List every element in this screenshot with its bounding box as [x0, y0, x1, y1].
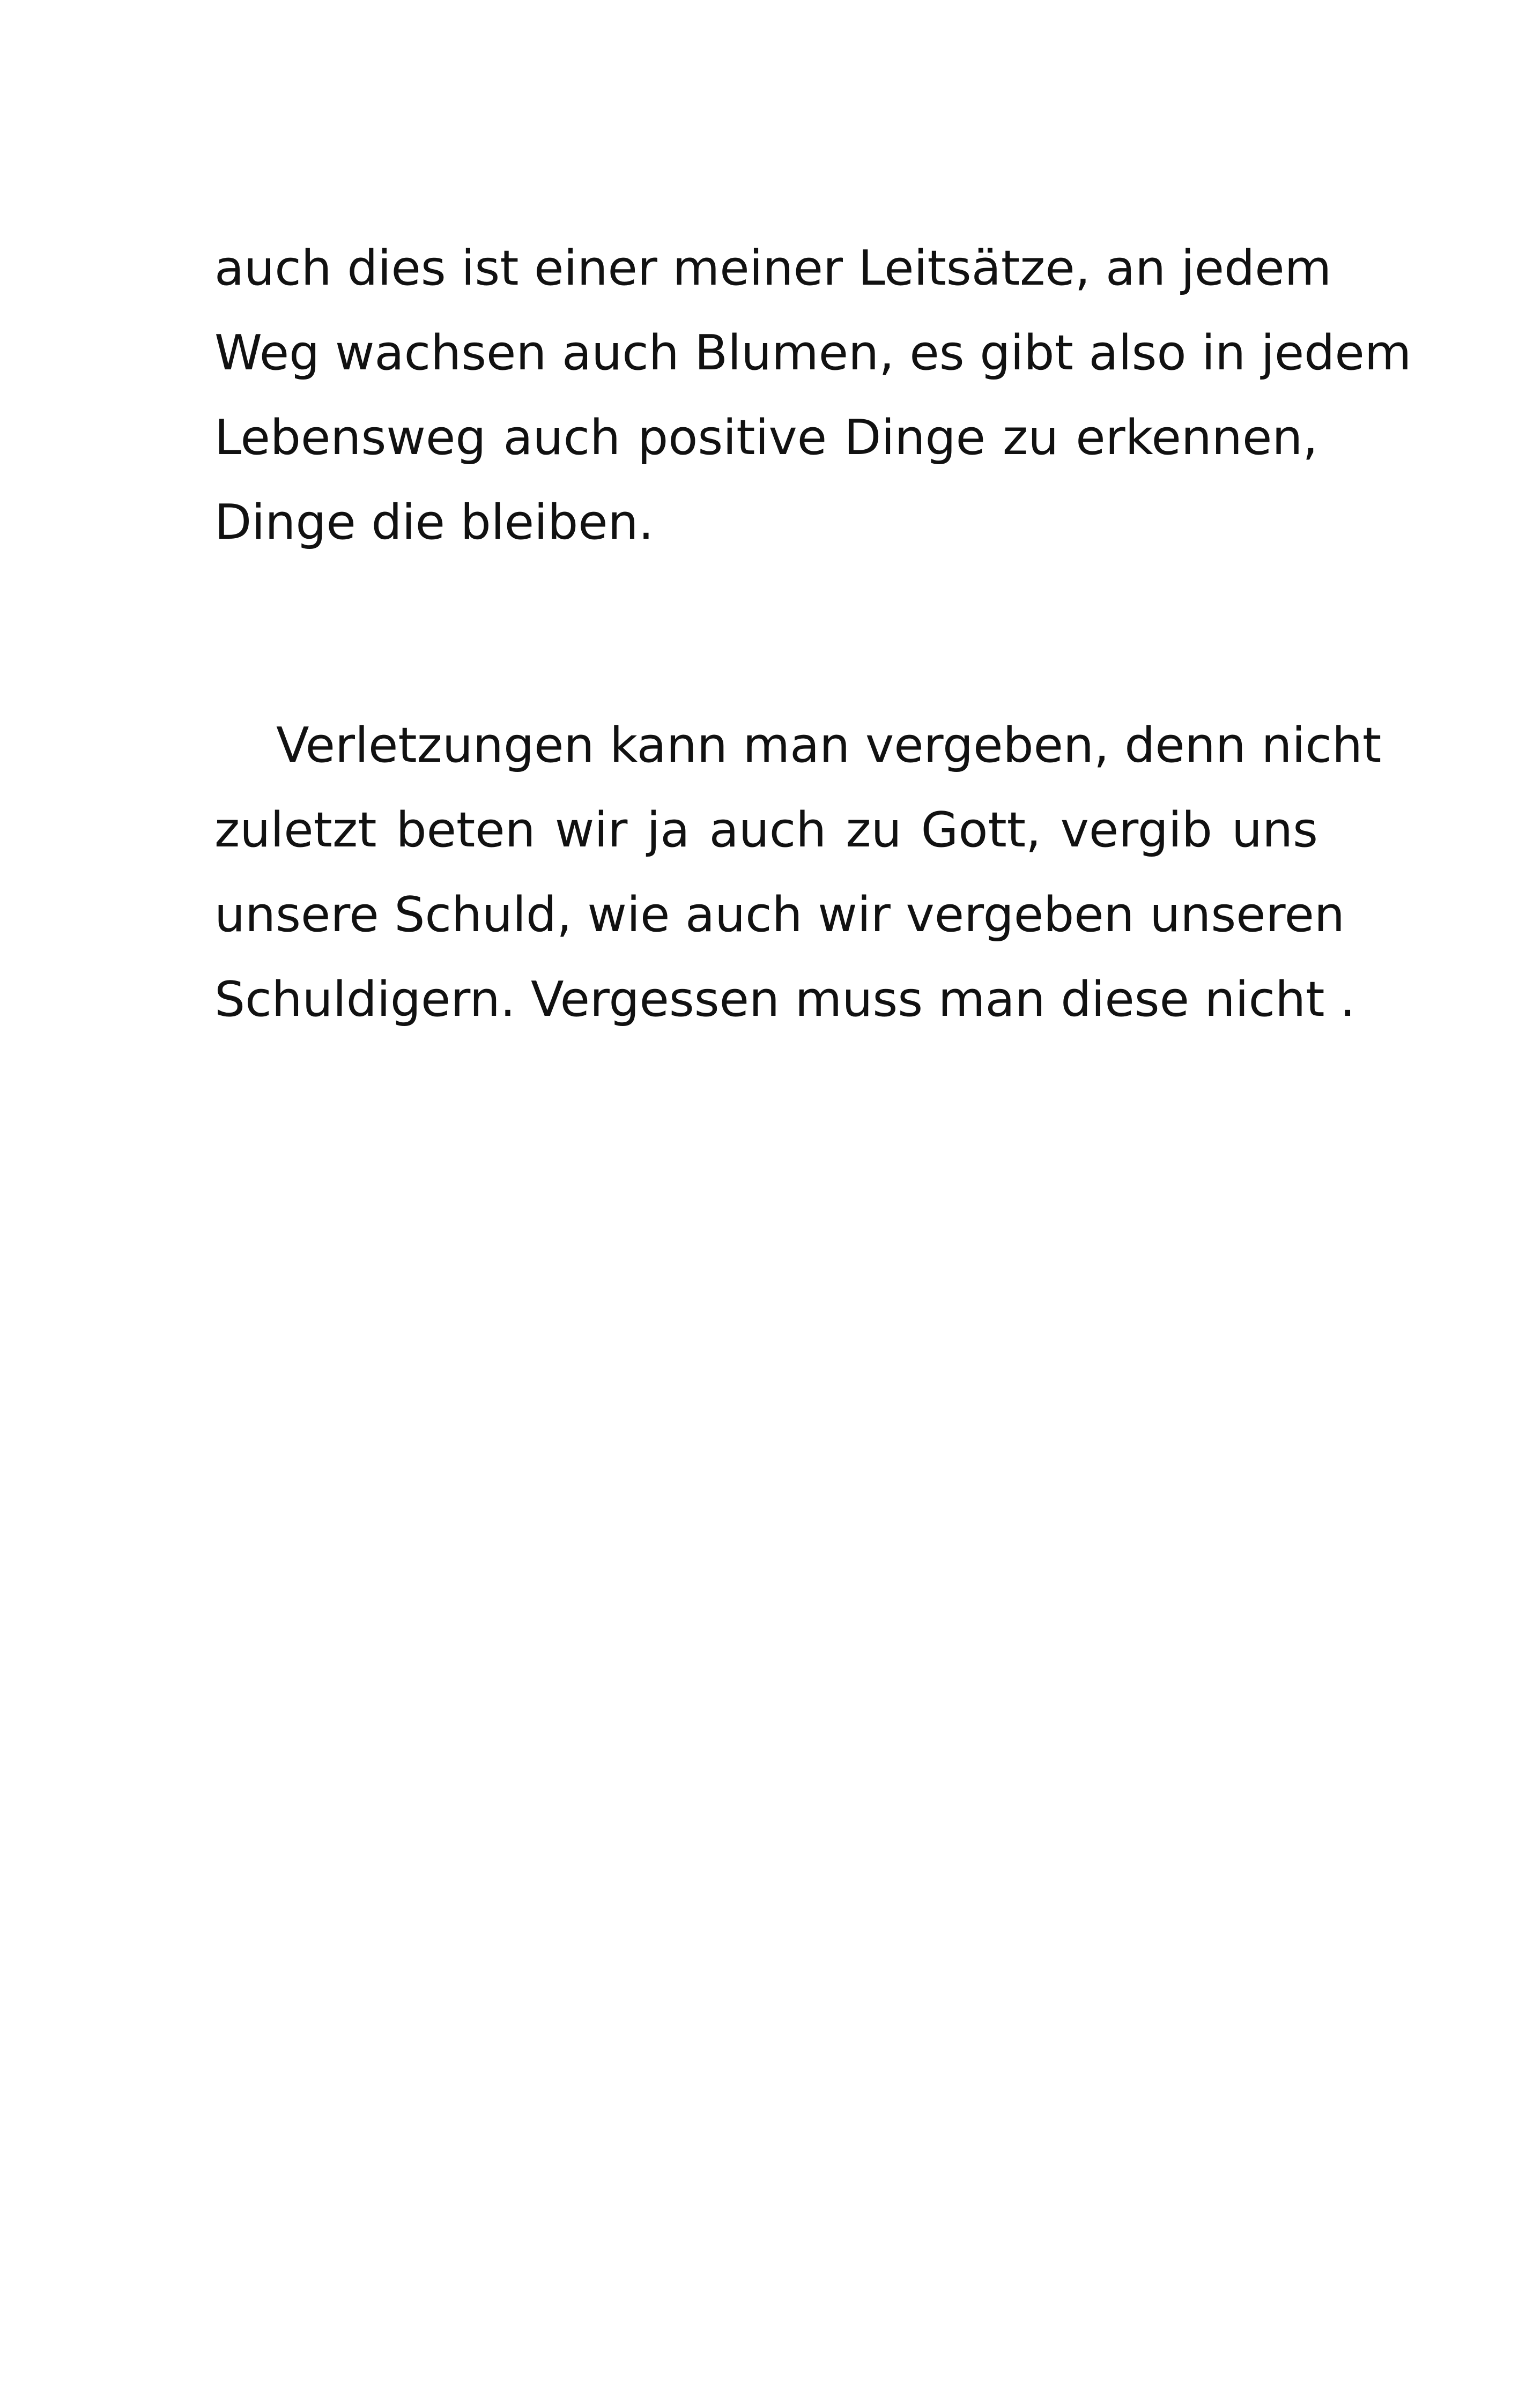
paragraph-line: Verletzungen kann man vergeben, denn nicht — [276, 717, 1382, 774]
paragraph-2 — [214, 703, 1382, 1042]
paragraph-line: Dinge die bleiben. — [214, 494, 654, 551]
paragraph-line: zuletzt beten wir ja auch zu Gott, vergib uns — [214, 802, 1318, 858]
paragraph-line: Schuldigern. Vergessen muss man diese nicht . — [214, 971, 1355, 1028]
paragraph-line: unsere Schuld, wie auch wir vergeben unseren — [214, 887, 1345, 943]
paragraph-1 — [214, 226, 1412, 565]
paragraph-line: auch dies ist einer meiner Leitsätze, an jedem — [214, 240, 1332, 296]
paragraph-line: Weg wachsen auch Blumen, es gibt also in jedem — [214, 325, 1412, 381]
paragraph-line: Lebensweg auch positive Dinge zu erkennen, — [214, 410, 1318, 466]
